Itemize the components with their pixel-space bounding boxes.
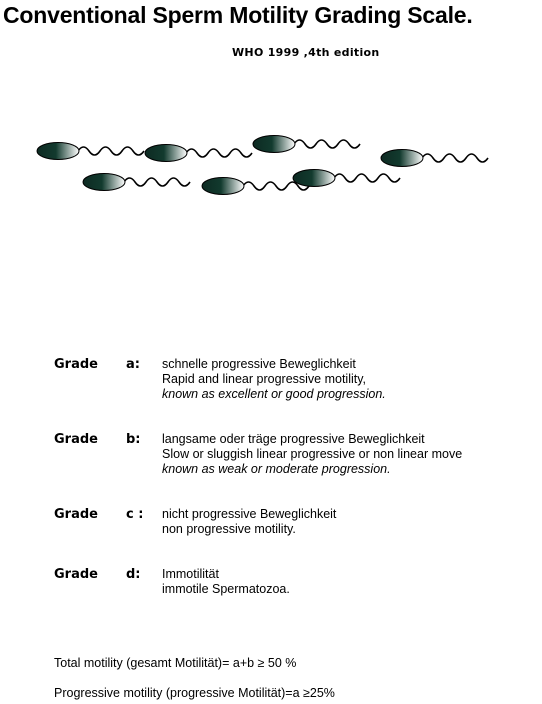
total-motility-formula: Total motility (gesamt Motilität)= a+b ≥ 50 % — [54, 656, 297, 670]
grade-c-letter: c : — [126, 507, 144, 522]
grade-b-german: langsame oder träge progressive Beweglichkeit — [162, 432, 425, 446]
grade-b-label: Grade — [54, 432, 98, 447]
sperm-tail-5 — [124, 178, 190, 186]
grade-a-letter: a: — [126, 357, 140, 372]
grade-c-description — [162, 507, 542, 537]
grade-a-german: schnelle progressive Beweglichkeit — [162, 357, 356, 371]
grade-d-german: Immotilität — [162, 567, 219, 581]
sperm-head-2 — [145, 145, 187, 162]
sperm-head-5 — [83, 174, 125, 191]
sperm-head-6 — [202, 178, 244, 195]
page-title: Conventional Sperm Motility Grading Scale. — [3, 2, 473, 28]
grade-a-label: Grade — [54, 357, 98, 372]
sperm-illustration — [0, 120, 542, 210]
sperm-head-3 — [253, 136, 295, 153]
grade-a-note: known as excellent or good progression. — [162, 387, 386, 401]
sperm-tail-3 — [294, 140, 360, 148]
sperm-head-4 — [381, 150, 423, 167]
sperm-head-7 — [293, 170, 335, 187]
grade-b-english: Slow or sluggish linear progressive or non linear move — [162, 447, 463, 461]
page-subtitle: WHO 1999 ,4th edition — [232, 46, 380, 59]
sperm-tail-7 — [334, 174, 400, 182]
grade-d-label: Grade — [54, 567, 98, 582]
sperm-tail-1 — [78, 147, 144, 155]
sperm-head-1 — [37, 143, 79, 160]
grade-b-description — [162, 432, 542, 477]
grade-c-label: Grade — [54, 507, 98, 522]
grade-c-english: non progressive motility. — [162, 522, 296, 536]
sperm-tail-2 — [186, 149, 252, 157]
sperm-tail-4 — [422, 154, 488, 162]
grade-d-letter: d: — [126, 567, 141, 582]
grade-d-english: immotile Spermatozoa. — [162, 582, 290, 596]
grade-b-letter: b: — [126, 432, 141, 447]
grade-a-description — [162, 357, 542, 402]
grade-c-german: nicht progressive Beweglichkeit — [162, 507, 337, 521]
progressive-motility-formula: Progressive motility (progressive Motilität)=a ≥25% — [54, 686, 335, 700]
grade-d-description — [162, 567, 542, 597]
grade-b-note: known as weak or moderate progression. — [162, 462, 391, 476]
grade-a-english: Rapid and linear progressive motility, — [162, 372, 367, 386]
